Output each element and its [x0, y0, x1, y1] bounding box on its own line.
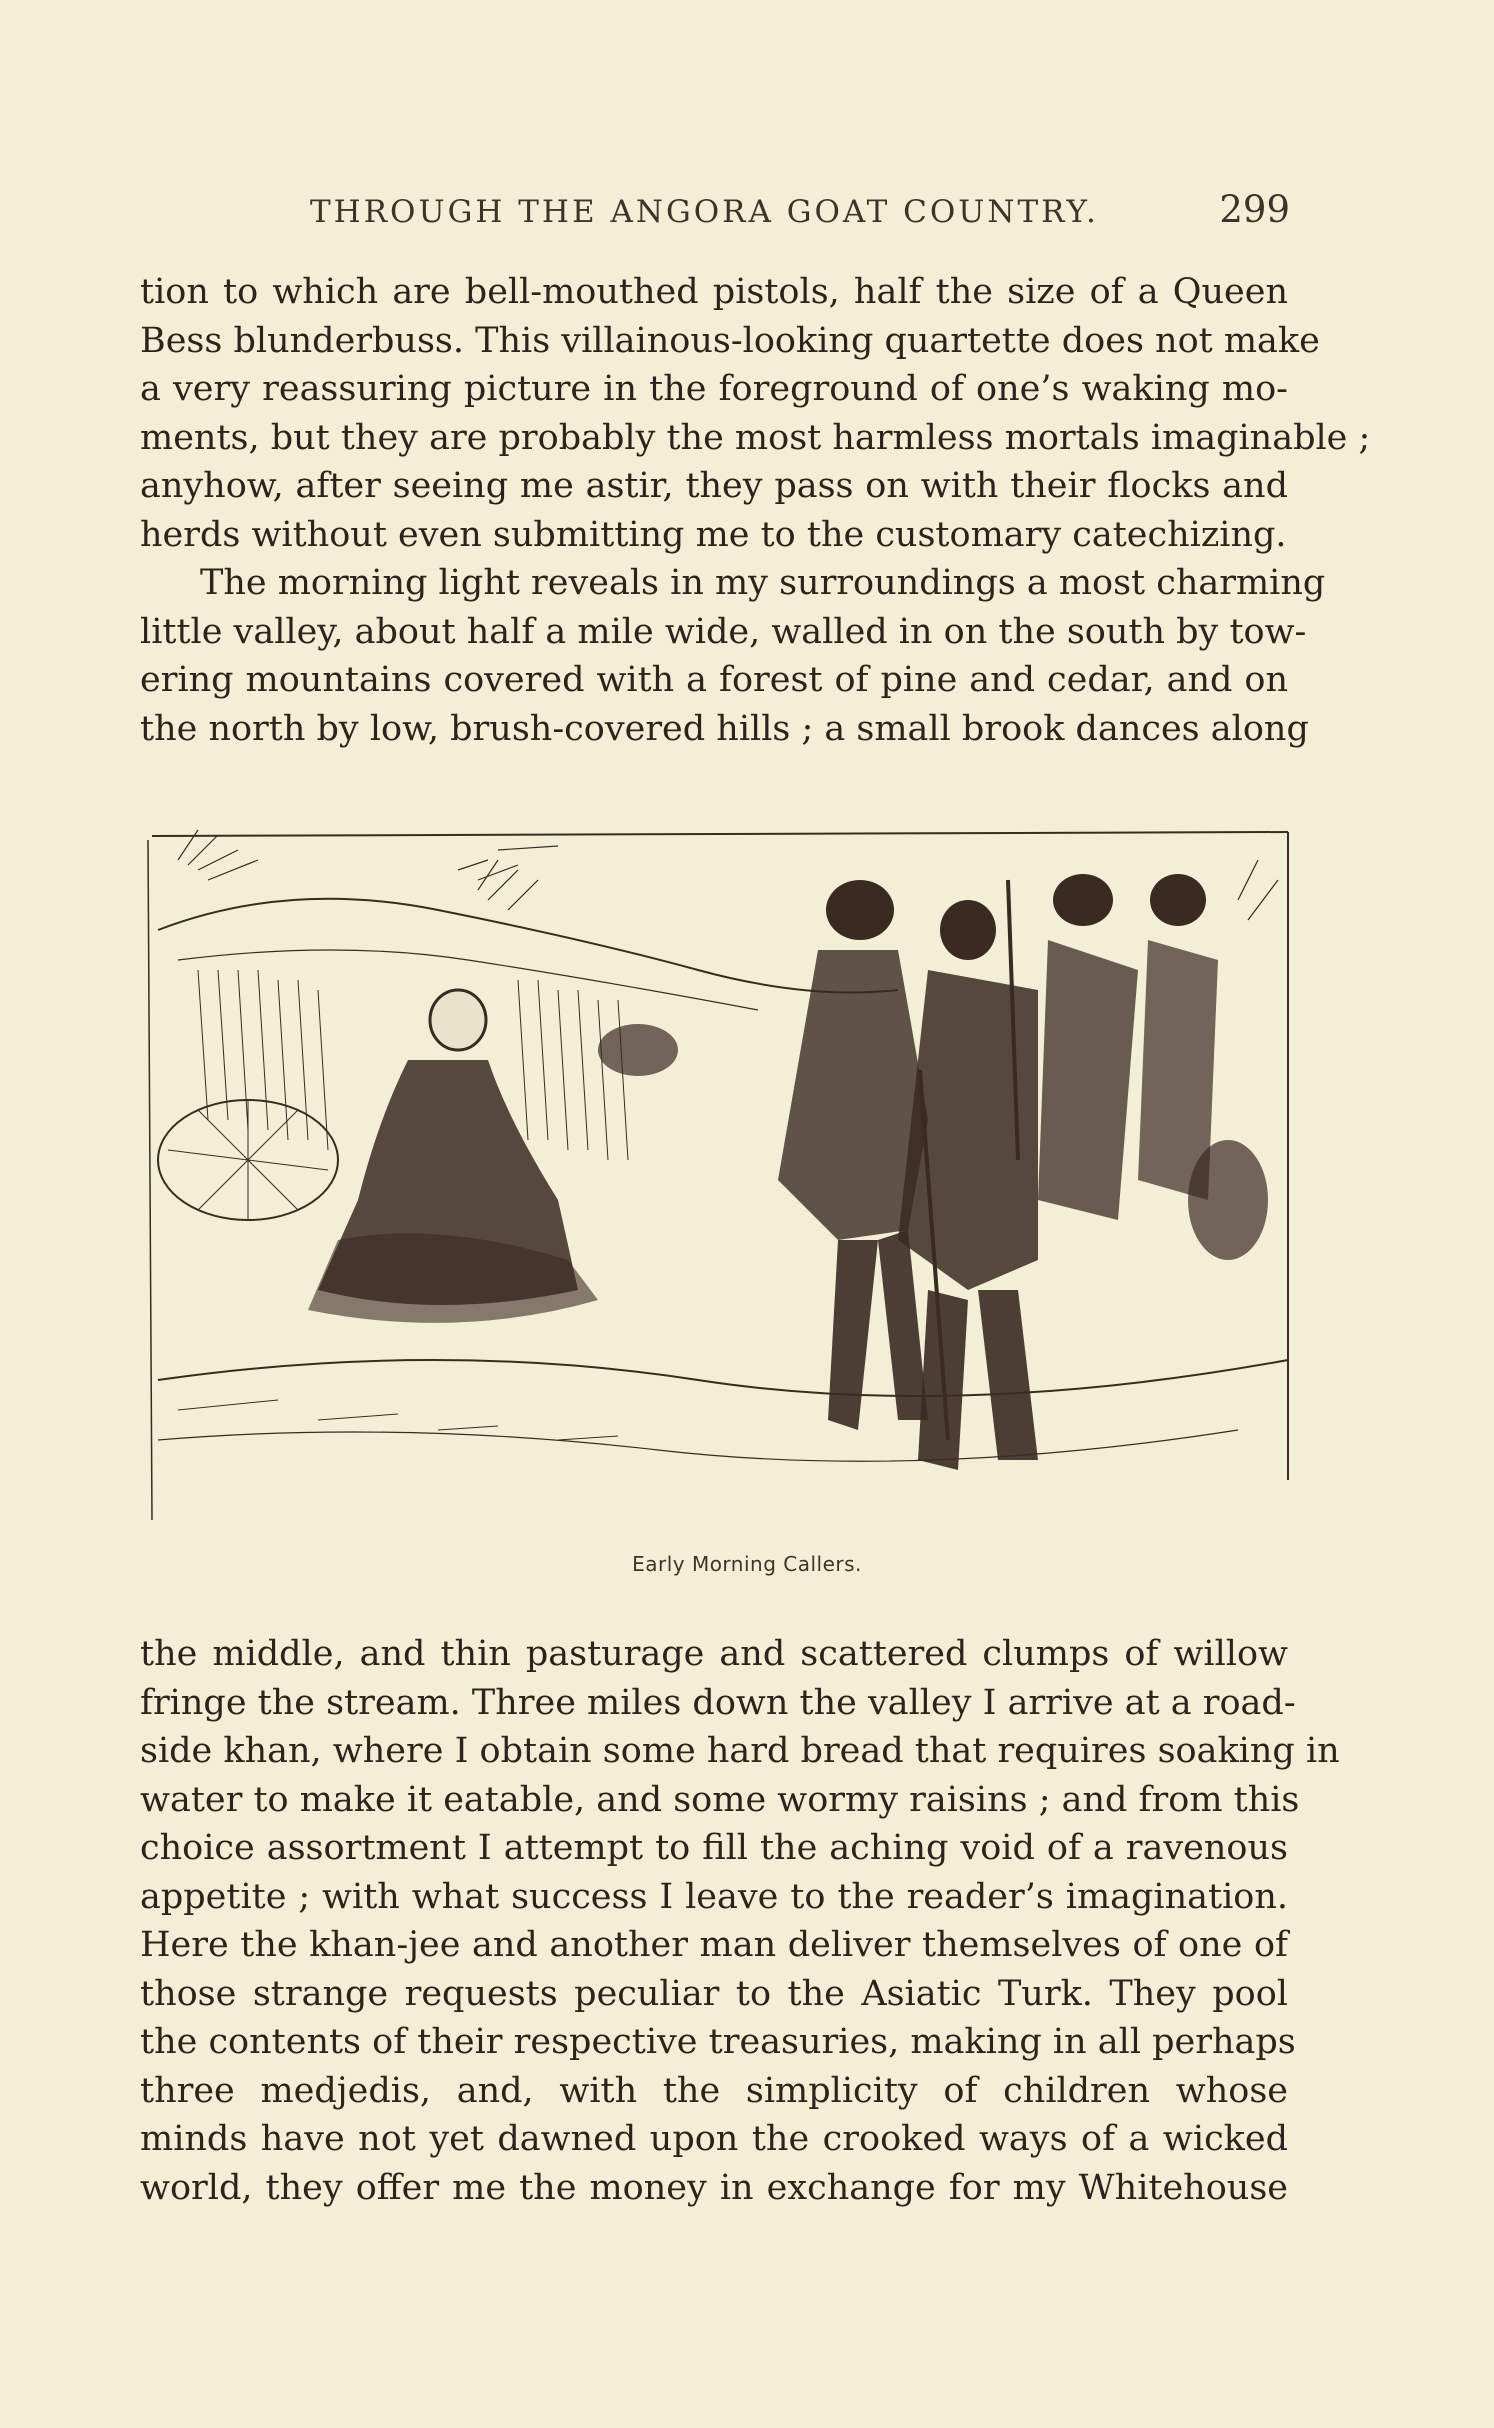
- illustration-drawing: [138, 820, 1298, 1520]
- text-line: Bess blunderbuss. This villainous-looking quartette does not make: [140, 320, 1320, 361]
- text-line: herds without even submitting me to the customary catechizing.: [140, 514, 1287, 555]
- text-line: the contents of their respective treasuries, making in all perhaps: [140, 2022, 1296, 2062]
- text-line: ering mountains covered with a forest of pine and cedar, and on: [140, 660, 1288, 700]
- text-line: anyhow, after seeing me astir, they pass on with their flocks and: [140, 466, 1288, 506]
- text-line: three medjedis, and, with the simplicity of children whose: [140, 2070, 1288, 2111]
- text-line: water to make it eatable, and some wormy raisins ; and from this: [140, 1779, 1300, 1820]
- text-line: ments, but they are probably the most harmless mortals imaginable ;: [140, 417, 1371, 458]
- text-line: The morning light reveals in my surroundings a most charming: [200, 563, 1326, 603]
- figure-caption: Early Morning Callers.: [632, 1552, 862, 1576]
- text-line: Here the khan-jee and another man deliver themselves of one of: [140, 1925, 1288, 1965]
- running-head: [140, 190, 1290, 240]
- text-line: those strange requests peculiar to the Asiatic Turk. They pool: [140, 1973, 1288, 2014]
- text-line: the north by low, brush-covered hills ; a small brook dances along: [140, 708, 1309, 749]
- bottom-paragraphs: [140, 1630, 1340, 2212]
- top-paragraphs: [140, 268, 1371, 753]
- text-line: choice assortment I attempt to fill the aching void of a ravenous: [140, 1828, 1288, 1868]
- text-line: world, they offer me the money in exchange for my Whitehouse: [140, 2167, 1288, 2208]
- text-line: a very reassuring picture in the foreground of one’s waking mo-: [140, 369, 1288, 409]
- text-line: the middle, and thin pasturage and scattered clumps of willow: [140, 1634, 1288, 1674]
- text-line: fringe the stream. Three miles down the valley I arrive at a road-: [140, 1682, 1296, 1723]
- engraving-illustration: [138, 820, 1298, 1520]
- text-line: little valley, about half a mile wide, walled in on the south by tow-: [140, 611, 1307, 652]
- seated-figure: [308, 990, 598, 1323]
- text-line: minds have not yet dawned upon the crooked ways of a wicked: [140, 2119, 1288, 2159]
- page-number: 299: [1219, 188, 1290, 231]
- text-line: appetite ; with what success I leave to the reader’s imagination.: [140, 1876, 1288, 1917]
- bicycle-wheel: [158, 1100, 338, 1220]
- running-title: THROUGH THE ANGORA GOAT COUNTRY.: [310, 194, 1099, 230]
- text-line: tion to which are bell-mouthed pistols, half the size of a Queen: [140, 272, 1288, 312]
- text-line: side khan, where I obtain some hard bread that requires soaking in: [140, 1731, 1340, 1771]
